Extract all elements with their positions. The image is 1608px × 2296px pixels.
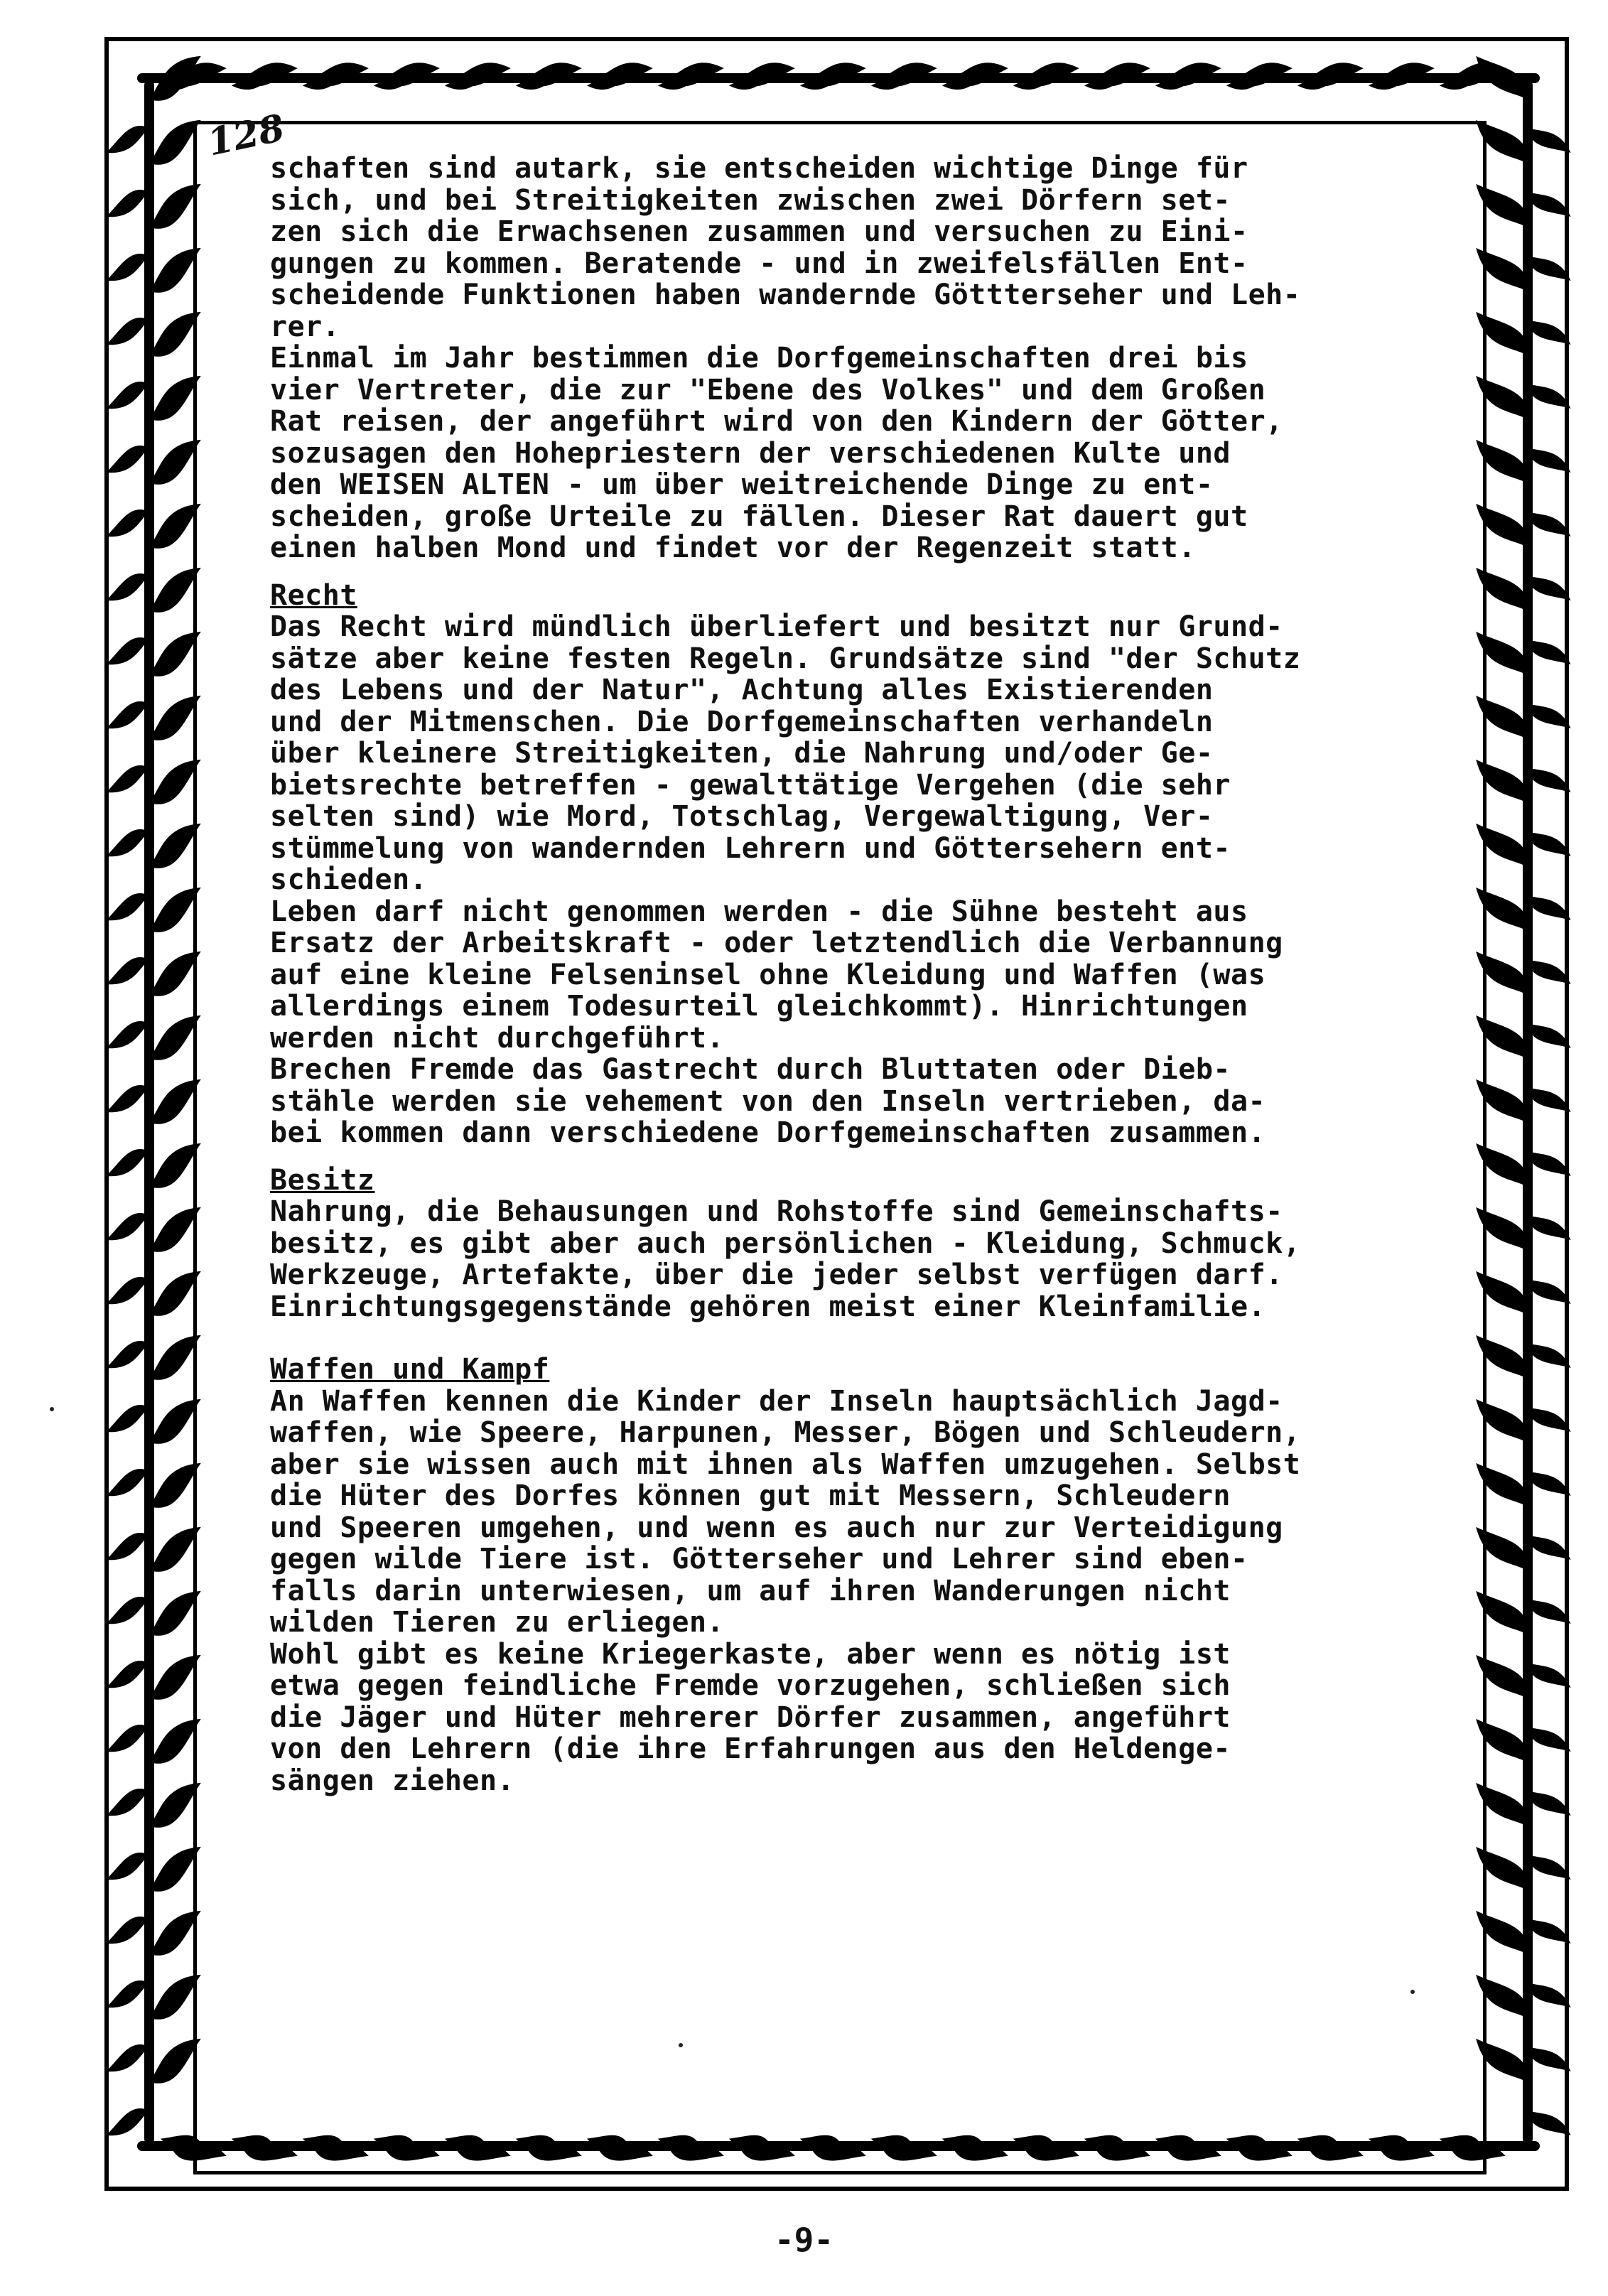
text-line: sozusagen den Hohepriestern der verschiedenen Kulte und [270, 436, 1231, 470]
text-line: Einmal im Jahr bestimmen die Dorfgemeinschaften drei bis [270, 342, 1248, 374]
text-line: stümmelung von wandernden Lehrern und Göttersehern ent- [270, 831, 1231, 865]
spacer [270, 1322, 1492, 1338]
text-line: rer. [270, 310, 340, 343]
text-line: Brechen Fremde das Gastrecht durch Bluttaten oder Dieb- [270, 1053, 1231, 1086]
text-line: besitz, es gibt aber auch persönlichen - Kleidung, Schmuck, [270, 1227, 1301, 1260]
text-line: von den Lehrern (die ihre Erfahrungen aus den Heldenge- [270, 1732, 1231, 1765]
text-line: etwa gegen feindliche Fremde vorzugehen, schließen sich [270, 1669, 1231, 1702]
section-waffen-und-kampf [270, 1354, 1492, 1796]
text-line: Rat reisen, der angeführt wird von den Kindern der Götter, [270, 405, 1283, 438]
text-line: den WEISEN ALTEN - um über weitreichende Dinge zu ent- [270, 468, 1214, 501]
text-line: selten sind) wie Mord, Totschlag, Vergewaltigung, Ver- [270, 800, 1214, 833]
text-line: Nahrung, die Behausungen und Rohstoffe sind Gemeinschafts- [270, 1195, 1283, 1228]
section-besitz [270, 1165, 1492, 1323]
text-line: bietsrechte betreffen - gewalttätige Vergehen (die sehr [270, 768, 1231, 802]
text-line: allerdings einem Todesurteil gleichkommt). Hinrichtungen [270, 990, 1248, 1023]
text-line: und der Mitmenschen. Die Dorfgemeinschaften verhandeln [270, 705, 1214, 738]
text-line: falls darin unterwiesen, um auf ihren Wanderungen nicht [270, 1574, 1231, 1607]
text-line: aber sie wissen auch mit ihnen als Waffen umzugehen. Selbst [270, 1448, 1301, 1481]
section-heading: Waffen und Kampf [270, 1353, 550, 1386]
text-line: wilden Tieren zu erliegen. [270, 1606, 725, 1639]
text-line: scheiden, große Urteile zu fällen. Dieser Rat dauert gut [270, 500, 1248, 533]
text-line: und Speeren umgehen, und wenn es auch nur zur Verteidigung [270, 1511, 1283, 1544]
text-line: auf eine kleine Felseninsel ohne Kleidung und Waffen (was [270, 958, 1266, 991]
handwritten-page-number: 128 [203, 106, 288, 165]
text-line: Wohl gibt es keine Kriegerkaste, aber wenn es nötig ist [270, 1637, 1231, 1671]
intro-paragraph [270, 153, 1492, 564]
text-line: die Jäger und Hüter mehrerer Dörfer zusammen, angeführt [270, 1701, 1231, 1734]
text-line: Das Recht wird mündlich überliefert und besitzt nur Grund- [270, 610, 1283, 643]
text-line: die Hüter des Dorfes können gut mit Messern, Schleudern [270, 1480, 1231, 1512]
text-line: Ersatz der Arbeitskraft - oder letztendlich die Verbannung [270, 927, 1283, 959]
text-line: gegen wilde Tiere ist. Götterseher und Lehrer sind eben- [270, 1543, 1248, 1575]
text-line: sätze aber keine festen Regeln. Grundsätze sind "der Schutz [270, 642, 1301, 675]
text-line: gungen zu kommen. Beratende - und in zweifelsfällen Ent- [270, 247, 1248, 280]
section-heading: Recht [270, 578, 357, 612]
text-line: sängen ziehen. [270, 1764, 515, 1797]
text-line: bei kommen dann verschiedene Dorfgemeinschaften zusammen. [270, 1116, 1266, 1149]
text-line: scheidende Funktionen haben wandernde Göttterseher und Leh- [270, 279, 1301, 311]
scan-speck [50, 1407, 54, 1411]
text-line: stähle werden sie vehement von den Inseln vertrieben, da- [270, 1084, 1266, 1118]
text-line: An Waffen kennen die Kinder der Inseln hauptsächlich Jagd- [270, 1384, 1283, 1418]
text-line: Leben darf nicht genommen werden - die Sühne besteht aus [270, 895, 1248, 928]
text-line: schieden. [270, 863, 428, 896]
text-line: einen halben Mond und findet vor der Regenzeit statt. [270, 532, 1196, 564]
scan-speck [679, 2043, 683, 2047]
text-line: zen sich die Erwachsenen zusammen und versuchen zu Eini- [270, 215, 1248, 248]
text-line: über kleinere Streitigkeiten, die Nahrung und/oder Ge- [270, 737, 1214, 770]
page-footer-number: -9- [774, 2221, 834, 2259]
text-line: sich, und bei Streitigkeiten zwischen zwei Dörfern set- [270, 183, 1231, 217]
text-line: Einrichtungsgegenstände gehören meist einer Kleinfamilie. [270, 1290, 1266, 1323]
text-line: vier Vertreter, die zur "Ebene des Volkes" und dem Großen [270, 373, 1266, 406]
document-body [270, 153, 1492, 1796]
text-line: des Lebens und der Natur", Achtung alles Existierenden [270, 674, 1214, 706]
section-recht [270, 580, 1492, 1149]
text-line: schaften sind autark, sie entscheiden wichtige Dinge für [270, 152, 1248, 185]
text-line: waffen, wie Speere, Harpunen, Messer, Bögen und Schleudern, [270, 1416, 1301, 1449]
text-line: werden nicht durchgeführt. [270, 1021, 725, 1055]
section-heading: Besitz [270, 1163, 375, 1197]
text-line: Werkzeuge, Artefakte, über die jeder selbst verfügen darf. [270, 1259, 1283, 1291]
scan-speck [1410, 1990, 1415, 1994]
